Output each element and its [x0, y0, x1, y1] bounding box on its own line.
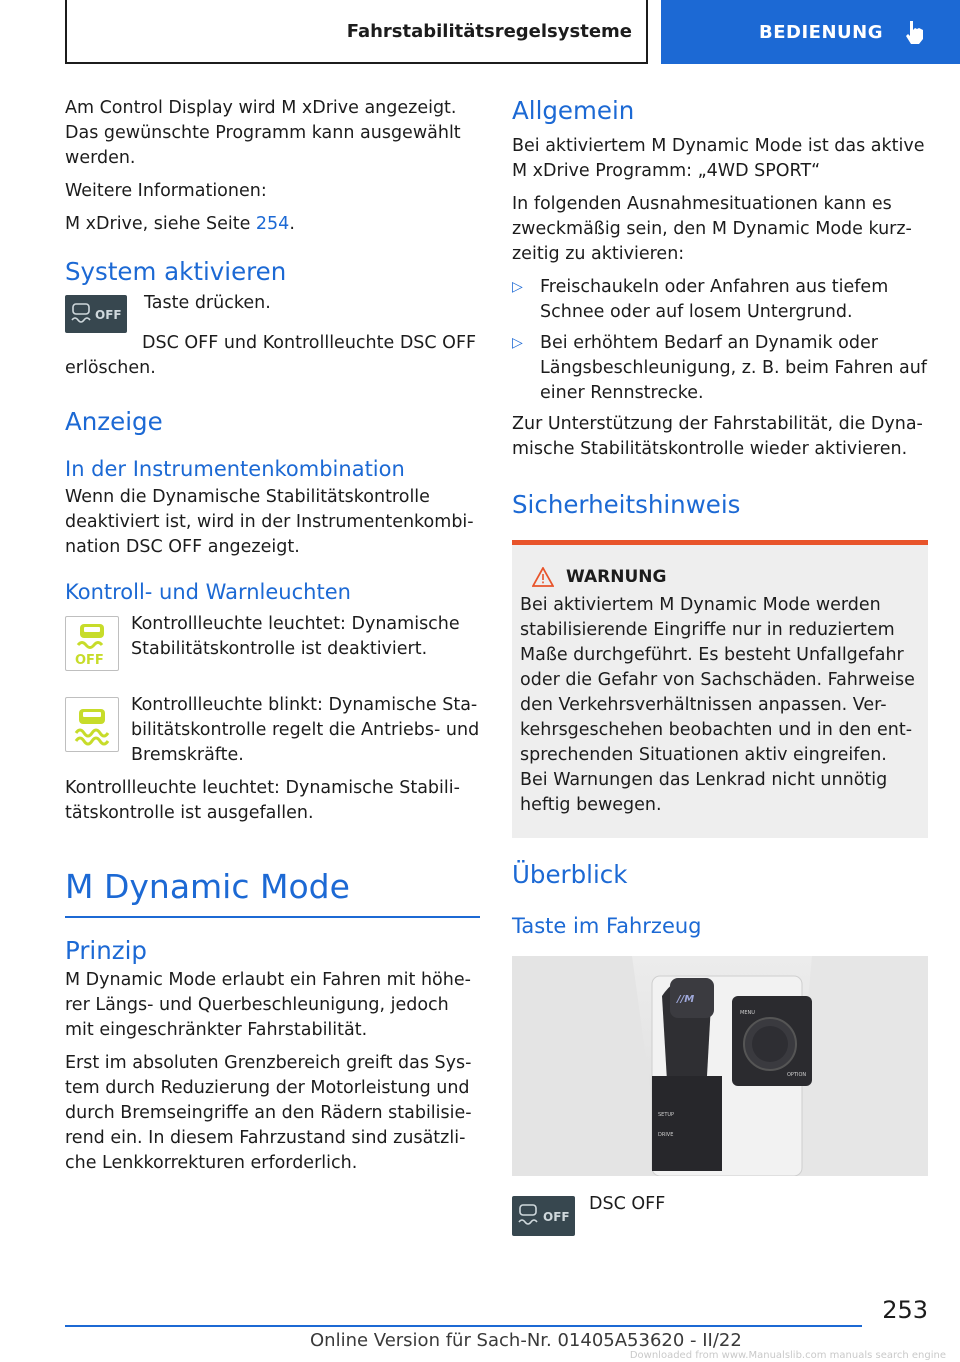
dsc-caption: DSC OFF — [589, 1194, 666, 1214]
indicator-row — [65, 612, 480, 671]
cross-reference — [65, 212, 480, 237]
list-item-text: Bei erhöhtem Bedarf an Dynamik oder Längsbeschleunigung, z. B. beim Fahren auf einer Rennstrecke. — [540, 333, 927, 403]
section-heading: Prinzip — [65, 936, 147, 965]
section-heading: Sicherheitshinweis — [512, 490, 741, 519]
dsc-off-button-label: OFF — [95, 308, 122, 322]
subsection-heading: Kontroll- und Warnleuchten — [65, 580, 351, 604]
paragraph: Am Control Display wird M xDrive angezeigt. Das gewünschte Programm kann ausgewählt werden. — [65, 98, 461, 168]
subsection-heading: Taste im Fahrzeug — [512, 914, 702, 938]
section-heading: System aktivieren — [65, 257, 287, 286]
step-text: Taste drücken. — [144, 293, 271, 313]
paragraph: Erst im absoluten Grenzbereich greift das Sys-tem durch Reduzierung der Motorleistung und durch Bremseingriffe an den Rädern stabilisie-rend ein. In diesem Fahrzustand sind zusätzli-che Lenkkorrekturen erforderlich. — [65, 1053, 472, 1173]
indicator-label: OFF — [75, 652, 104, 668]
paragraph: Kontrollleuchte leuchtet: Dynamische Stabili-tätskontrolle ist ausgefallen. — [65, 778, 460, 823]
step-text: DSC OFF und Kontrollleuchte DSC OFF erlöschen. — [65, 333, 477, 378]
section-heading: Anzeige — [65, 407, 163, 436]
chapter-heading: M Dynamic Mode — [65, 867, 350, 906]
warning-text: Bei aktiviertem M Dynamic Mode werden stabilisierende Eingriffe nur in reduziertem Maße durchgeführt. Es besteht Unfallgefahr oder die Gefahr von Sachschäden. Fahrweise den Verkehrsverhältnissen anpassen. Ver-kehrsgeschehen beobachten und in den ent-sprechenden Situationen aktiv eingreifen. Bei Warnungen das Lenkrad nicht unnötig heftig bewegen. — [520, 595, 915, 815]
photo-label-option: OPTION — [787, 1072, 807, 1078]
header-chapter-tab — [661, 0, 960, 64]
header-section-title — [65, 0, 648, 64]
bullet-triangle-icon: ▷ — [512, 279, 523, 295]
footer-online-version: Online Version für Sach-Nr. 01405A53620 - II/22 — [310, 1330, 742, 1351]
svg-text://M: //M — [677, 994, 695, 1005]
left-column — [65, 96, 480, 1176]
photo-label-drive: DRIVE — [658, 1132, 674, 1138]
reference-suffix: . — [289, 214, 295, 234]
list-item — [512, 275, 928, 325]
paragraph: Bei aktiviertem M Dynamic Mode ist das aktive M xDrive Programm: „4WD SPORT“ — [512, 136, 925, 181]
center-console-photo — [512, 956, 928, 1176]
paragraph: M Dynamic Mode erlaubt ein Fahren mit höhe-rer Längs- und Querbeschleunigung, jedoch mit eingeschränkter Fahrstabilität. — [65, 970, 471, 1040]
chapter-rule — [65, 916, 480, 918]
paragraph: Weitere Informationen: — [65, 181, 267, 201]
dsc-off-button-icon — [512, 1196, 575, 1236]
subsection-heading: In der Instrumentenkombination — [65, 457, 405, 481]
bullet-triangle-icon: ▷ — [512, 335, 523, 351]
indicator-text: Kontrollleuchte leuchtet: Dynamische Stabilitätskontrolle ist deaktiviert. — [131, 614, 460, 659]
section-heading: Überblick — [512, 860, 628, 889]
chapter-title: BEDIENUNG — [759, 21, 883, 43]
warning-header — [520, 567, 920, 587]
system-step-row — [65, 291, 480, 333]
right-column — [512, 96, 928, 1236]
dsc-caption-row — [512, 1196, 928, 1236]
section-heading: Allgemein — [512, 96, 635, 125]
list-item — [512, 331, 928, 406]
indicator-row — [65, 693, 480, 768]
list-item-text: Freischaukeln oder Anfahren aus tiefem Schnee oder auf losem Untergrund. — [540, 277, 889, 322]
reference-text: M xDrive, siehe Seite — [65, 214, 256, 234]
photo-label-setup: SETUP — [658, 1112, 675, 1118]
watermark: Downloaded from www.Manualslib.com manuals search engine — [629, 1350, 946, 1361]
paragraph: Zur Unterstützung der Fahrstabilität, die Dyna-mische Stabilitätskontrolle wieder aktivieren. — [512, 414, 923, 459]
page-link[interactable]: 254 — [255, 214, 290, 234]
warning-box — [512, 540, 928, 838]
page-number: 253 — [882, 1296, 928, 1324]
paragraph: In folgenden Ausnahmesituationen kann es zweckmäßig sein, den M Dynamic Mode kurz-zeitig zu aktivieren: — [512, 194, 912, 264]
paragraph: Wenn die Dynamische Stabilitätskontrolle deaktiviert ist, wird in der Instrumentenkombi-nation DSC OFF angezeigt. — [65, 487, 474, 557]
section-title: Fahrstabilitätsregelsysteme — [346, 20, 632, 42]
hand-pointer-icon — [903, 19, 925, 45]
dsc-off-caption-label: OFF — [542, 1210, 570, 1224]
dsc-indicator-icon — [65, 697, 119, 752]
photo-label-menu: MENU — [740, 1010, 755, 1016]
indicator-text: Kontrollleuchte blinkt: Dynamische Sta-bilitätskontrolle regelt die Antriebs- und Bremskräfte. — [131, 695, 480, 765]
dsc-off-indicator-icon — [65, 616, 119, 671]
warning-title: WARNUNG — [566, 567, 667, 587]
warning-triangle-icon — [532, 567, 554, 587]
dsc-off-button-icon — [65, 295, 127, 333]
footer-rule — [65, 1325, 862, 1327]
